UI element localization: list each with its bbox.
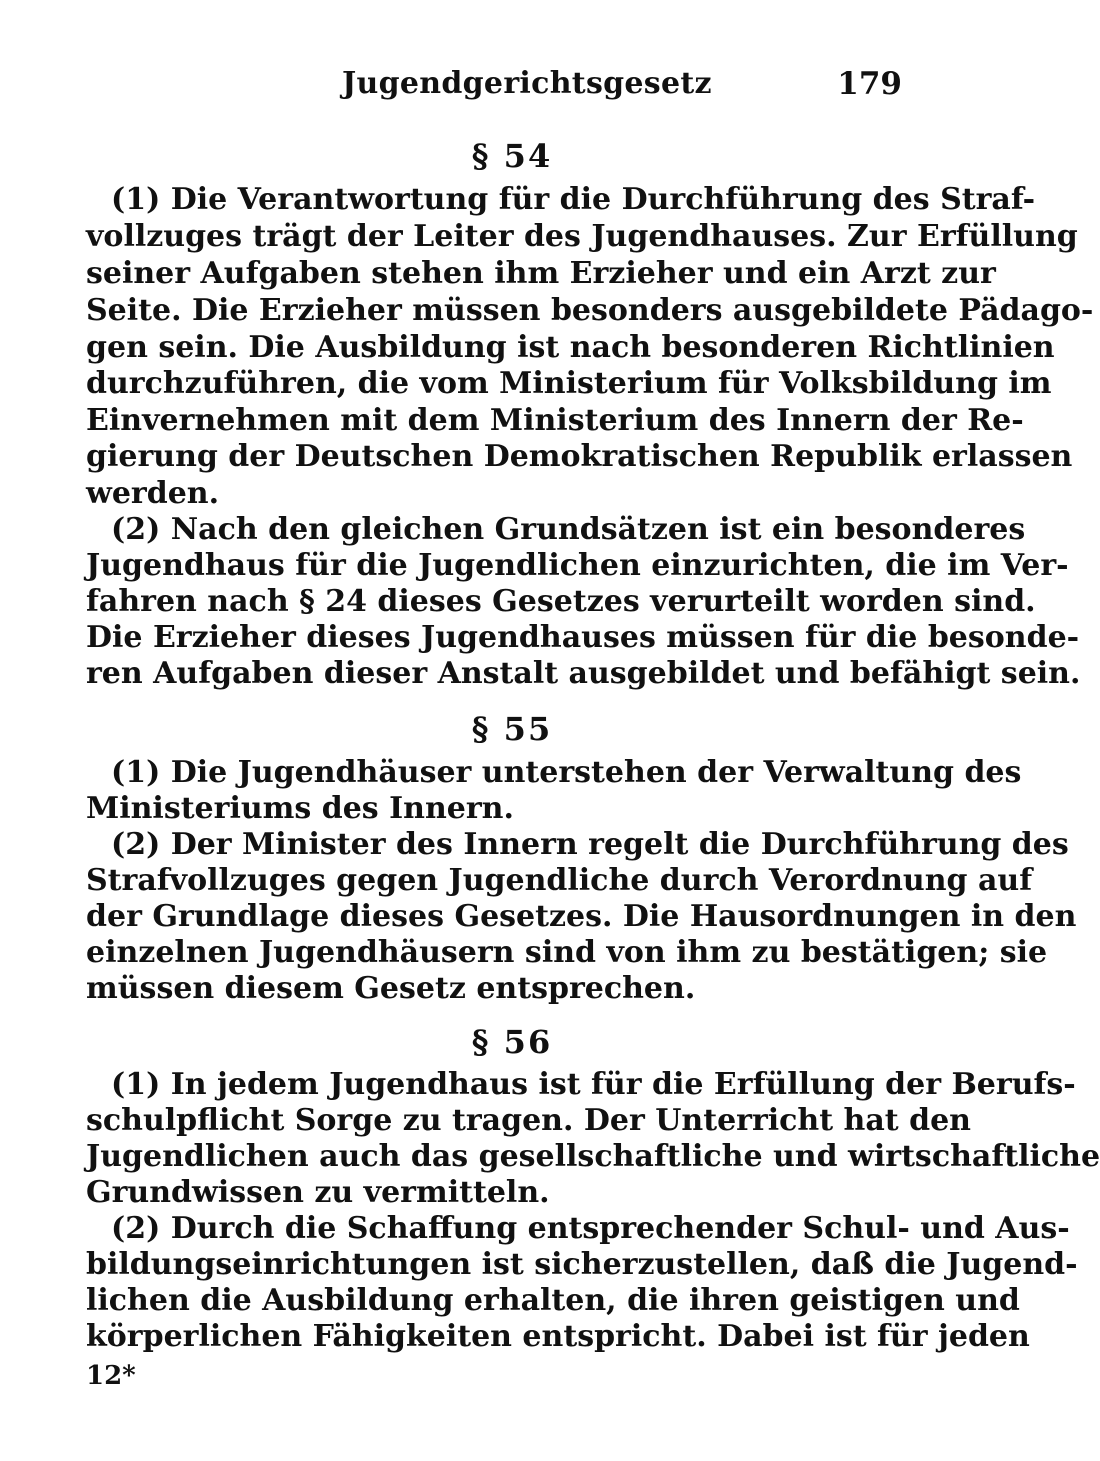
text-line: körperlichen Fähigkeiten entspricht. Dabei ist für jeden <box>86 1319 1030 1354</box>
text-line: seiner Aufgaben stehen ihm Erzieher und ein Arzt zur <box>86 256 996 291</box>
text-line: müssen diesem Gesetz entsprechen. <box>86 971 696 1006</box>
text-line: Jugendlichen auch das gesellschaftliche und wirtschaftliche <box>86 1139 1100 1174</box>
text-line: Jugendhaus für die Jugendlichen einzurichten, die im Ver- <box>86 548 1069 583</box>
text-line: (1) Die Verantwortung für die Durchführung des Straf- <box>111 182 1036 217</box>
text-line: lichen die Ausbildung erhalten, die ihren geistigen und <box>86 1283 1020 1318</box>
text-line: gierung der Deutschen Demokratischen Republik erlassen <box>86 439 1073 474</box>
text-line: (2) Der Minister des Innern regelt die Durchführung des <box>111 827 1069 862</box>
text-line: Grundwissen zu vermitteln. <box>86 1175 550 1210</box>
text-line: Strafvollzuges gegen Jugendliche durch Verordnung auf <box>86 863 1033 898</box>
section-heading-55: § 55 <box>471 710 553 748</box>
text-line: bildungseinrichtungen ist sicherzustellen, daß die Jugend- <box>86 1247 1078 1282</box>
signature-mark: 12* <box>86 1361 136 1391</box>
text-line: ren Aufgaben dieser Anstalt ausgebildet und befähigt sein. <box>86 656 1081 691</box>
section-heading-56: § 56 <box>471 1023 553 1061</box>
text-line: gen sein. Die Ausbildung ist nach besonderen Richtlinien <box>86 330 1055 365</box>
text-line: schulpflicht Sorge zu tragen. Der Unterricht hat den <box>86 1103 971 1138</box>
text-line: Die Erzieher dieses Jugendhauses müssen für die besonde- <box>86 620 1080 655</box>
text-line: (1) In jedem Jugendhaus ist für die Erfüllung der Berufs- <box>111 1067 1076 1102</box>
text-line: werden. <box>86 476 220 511</box>
text-line: einzelnen Jugendhäusern sind von ihm zu bestätigen; sie <box>86 935 1048 970</box>
text-line: vollzuges trägt der Leiter des Jugendhauses. Zur Erfüllung <box>86 219 1078 254</box>
text-line: fahren nach § 24 dieses Gesetzes verurteilt worden sind. <box>86 584 1036 619</box>
text-line: (2) Durch die Schaffung entsprechender Schul- und Aus- <box>111 1211 1070 1246</box>
text-line: Ministeriums des Innern. <box>86 791 514 826</box>
text-line: Seite. Die Erzieher müssen besonders ausgebildete Pädago- <box>86 293 1094 328</box>
text-line: Einvernehmen mit dem Ministerium des Innern der Re- <box>86 403 1024 438</box>
text-line: (2) Nach den gleichen Grundsätzen ist ein besonderes <box>111 512 1026 547</box>
running-title: Jugendgerichtsgesetz <box>342 66 712 101</box>
text-line: (1) Die Jugendhäuser unterstehen der Verwaltung des <box>111 755 1022 790</box>
section-heading-54: § 54 <box>471 137 553 175</box>
page-number: 179 <box>837 66 902 102</box>
text-line: durchzuführen, die vom Ministerium für Volksbildung im <box>86 366 1052 401</box>
text-line: der Grundlage dieses Gesetzes. Die Hausordnungen in den <box>86 899 1077 934</box>
